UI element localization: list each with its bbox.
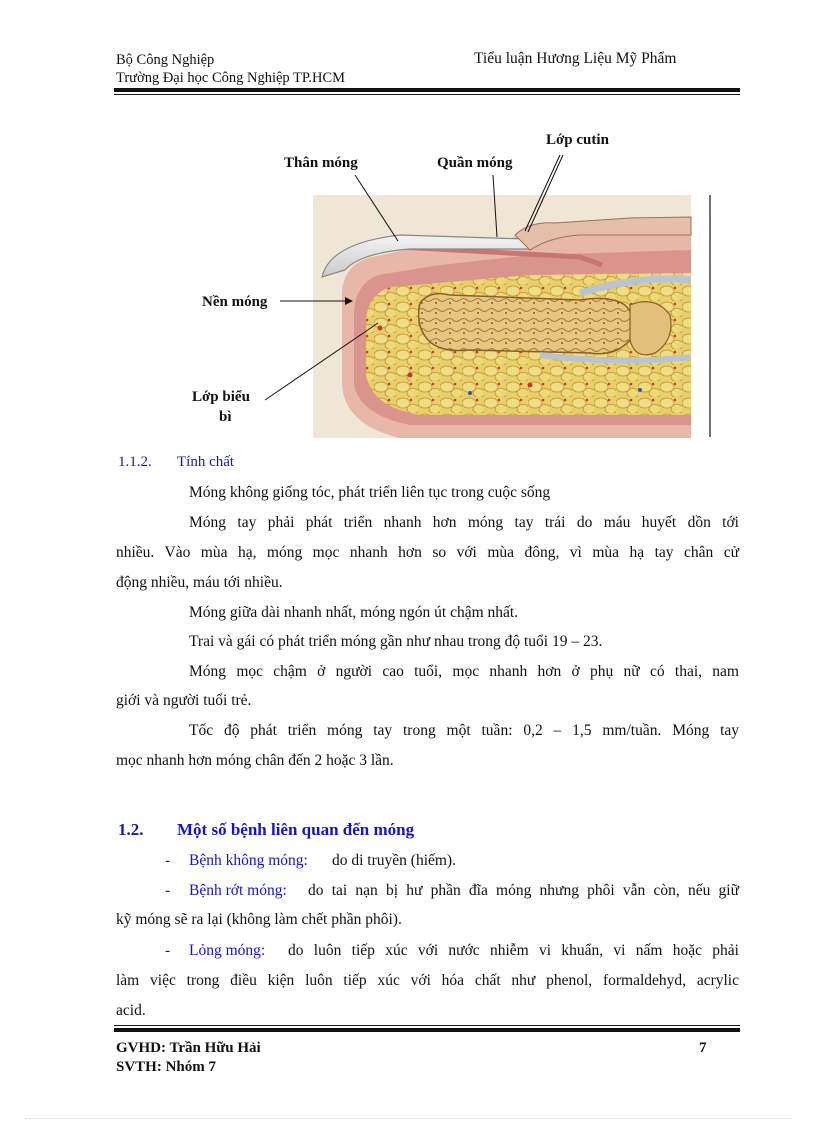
label-lop-bieu-line1: Lớp biểu xyxy=(192,389,250,405)
header-right: Tiểu luận Hương Liệu Mỹ Phẩm xyxy=(474,50,677,67)
section-112-title: Tính chất xyxy=(177,454,235,470)
list-item-3-term: Lỏng móng: xyxy=(189,942,266,959)
para-5-line1: Móng mọc chậm ở người cao tuổi, mọc nhanh hơn ở phụ nữ có thai, nam xyxy=(189,663,739,680)
footer-svth: SVTH: Nhóm 7 xyxy=(116,1059,217,1075)
list-item-2-text-line1: do tai nạn bị hư phần đĩa móng nhưng phôi vẫn còn, nếu giữ xyxy=(308,882,739,899)
label-quan-mong: Quần móng xyxy=(437,155,513,171)
list-item-3-text-line2: làm việc trong điều kiện luôn tiếp xúc với hóa chất như phenol, formaldehyd, acrylic xyxy=(116,972,739,989)
para-6-line1: Tốc độ phát triển móng tay trong một tuần: 0,2 – 1,5 mm/tuần. Móng tay xyxy=(189,722,739,739)
para-2-line1: Móng tay phải phát triển nhanh hơn móng tay trái do máu huyết dồn tới xyxy=(189,514,739,531)
section-112-number: 1.1.2. xyxy=(118,454,152,470)
header-rule-thin xyxy=(114,94,740,95)
para-4: Trai và gái có phát triển móng gần như nhau trong độ tuổi 19 – 23. xyxy=(189,633,603,650)
label-than-mong: Thân móng xyxy=(284,155,358,171)
list-item-1-text: do di truyền (hiếm). xyxy=(332,852,456,869)
para-6-line2: mọc nhanh hơn móng chân đến 2 hoặc 3 lần. xyxy=(116,752,394,769)
para-5-line2: giới và người tuổi trẻ. xyxy=(116,692,252,709)
label-nen-mong: Nền móng xyxy=(202,294,268,310)
footer-rule xyxy=(114,1028,740,1032)
list-item-3-text-line3: acid. xyxy=(116,1002,146,1019)
section-12-title: Một số bệnh liên quan đến móng xyxy=(177,820,415,839)
para-3: Móng giữa dài nhanh nhất, móng ngón út chậm nhất. xyxy=(189,604,519,621)
section-12-number: 1.2. xyxy=(118,820,144,839)
list-item-1-dash: - xyxy=(165,852,171,869)
list-item-3-text-line1: do luôn tiếp xúc với nước nhiễm vi khuẩn, vi nấm hoặc phải xyxy=(288,942,739,959)
label-lop-cutin: Lớp cutin xyxy=(546,132,609,148)
list-item-2-text-line2: kỹ móng sẽ ra lại (không làm chết phần phôi). xyxy=(116,911,402,928)
list-item-3-dash: - xyxy=(165,942,171,959)
list-item-2-term: Bệnh rớt móng: xyxy=(189,882,287,899)
footer-gvhd: GVHD: Trần Hữu Hải xyxy=(116,1040,261,1056)
para-1: Móng không giống tóc, phát triển liên tục trong cuộc sống xyxy=(189,484,551,501)
page-number: 7 xyxy=(699,1040,707,1056)
para-2-line3: động nhiều, máu tới nhiều. xyxy=(116,574,283,591)
label-lop-bieu-line2: bì xyxy=(219,409,232,425)
header-left-line1: Bộ Công Nghiệp xyxy=(116,52,215,68)
para-2-line2: nhiều. Vào mùa hạ, móng mọc nhanh hơn so với mùa đông, vì mùa hạ tay chân cử xyxy=(116,544,739,561)
list-item-2-dash: - xyxy=(165,882,171,899)
header-left-line2: Trường Đại học Công Nghiệp TP.HCM xyxy=(116,70,346,86)
page-bottom-dotted-line xyxy=(25,1118,791,1119)
footer-rule-thin xyxy=(114,1025,740,1026)
list-item-1-term: Bệnh không móng: xyxy=(189,852,308,869)
header-rule xyxy=(114,88,740,92)
